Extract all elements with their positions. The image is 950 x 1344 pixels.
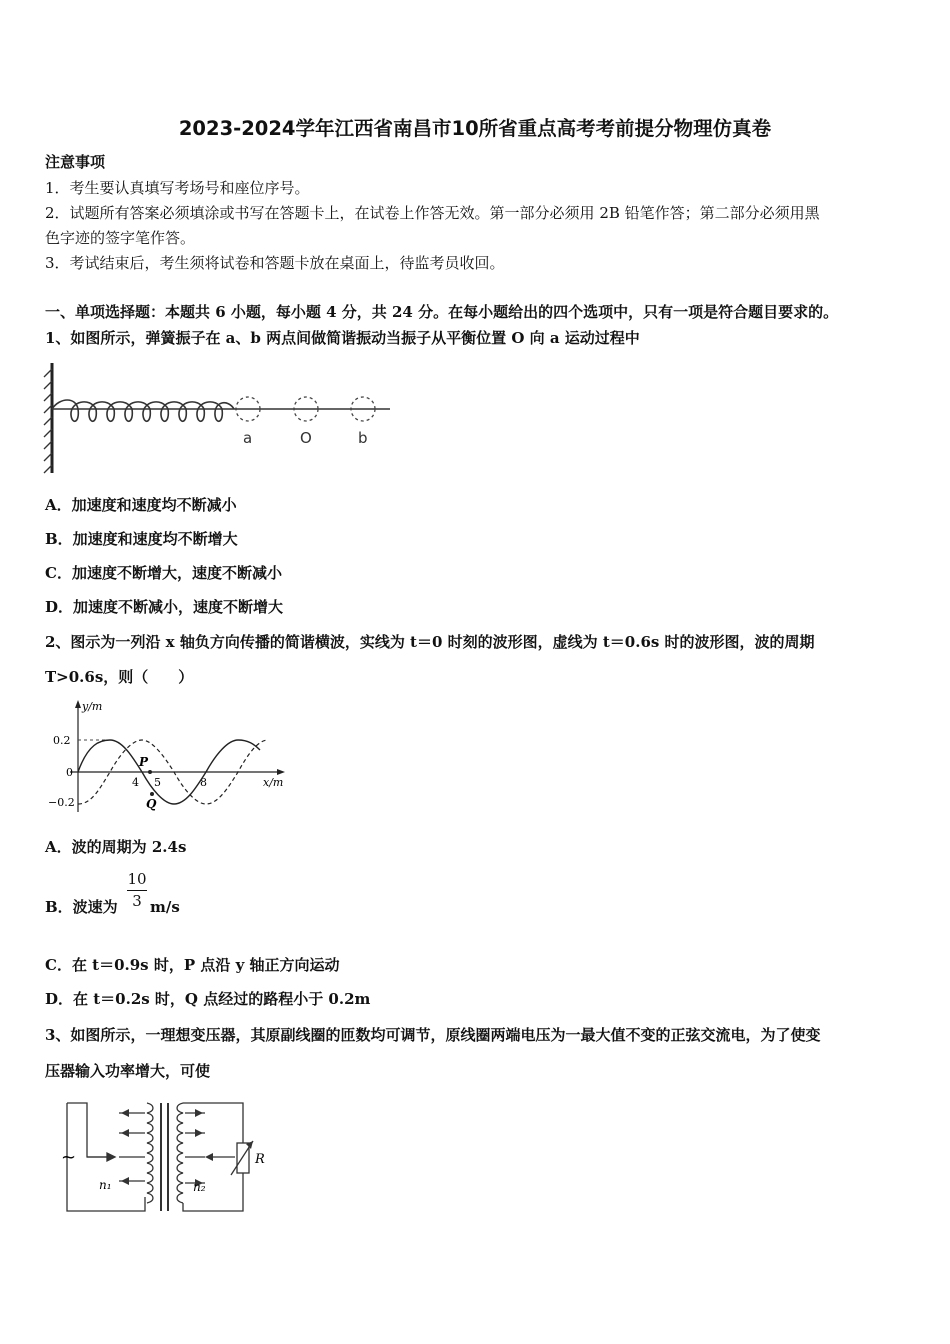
point-p (148, 770, 152, 774)
notice-heading: 注意事项 (45, 153, 106, 171)
q3-stem-line2: 压器输入功率增大，可使 (45, 1062, 211, 1080)
transformer-figure (55, 1095, 285, 1220)
wave-graph (40, 698, 300, 818)
notice-item: 2．试题所有答案必须填涂或书写在答题卡上，在试卷上作答无效。第一部分必须用 2B 铅笔作答；第二部分必须用黑 (45, 204, 820, 222)
label-o: O (300, 429, 312, 447)
q2-stem-line2: T>0.6s，则（ ） (45, 668, 194, 686)
q2-option-a: A．波的周期为 2.4s (45, 838, 187, 856)
q3-stem: 3、如图所示，一理想变压器，其原副线圈的匝数均可调节，原线圈两端电压为一最大值不变的正弦交流电，为了使变 (45, 1026, 821, 1044)
label-b: b (358, 429, 368, 447)
x-tick-8: 8 (200, 776, 207, 789)
fraction-bar (127, 890, 147, 891)
label-r: R (255, 1152, 265, 1167)
x-tick-5: 5 (154, 776, 161, 789)
q2-stem: 2、图示为一列沿 x 轴负方向传播的简谐横波，实线为 t＝0 时刻的波形图，虚线为 t＝0.6s 时的波形图，波的周期 (45, 633, 815, 651)
q1-option-d: D．加速度不断减小，速度不断增大 (45, 598, 284, 616)
fraction-numerator: 10 (127, 870, 147, 888)
q1-option-b: B．加速度和速度均不断增大 (45, 530, 238, 548)
section-heading: 一、单项选择题：本题共 6 小题，每小题 4 分，共 24 分。在每小题给出的四个选项中，只有一项是符合题目要求的。 (45, 303, 839, 321)
ac-source-symbol: ~ (61, 1147, 77, 1168)
point-q (150, 792, 154, 796)
x-axis-label: x/m (263, 776, 284, 789)
q2-option-d: D．在 t＝0.2s 时，Q 点经过的路程小于 0.2m (45, 990, 371, 1008)
y-axis-label: y/m (82, 700, 103, 713)
notice-item: 1．考生要认真填写考场号和座位序号。 (45, 179, 310, 197)
q1-option-c: C．加速度不断增大，速度不断减小 (45, 564, 282, 582)
y-tick-0.2: 0.2 (53, 734, 71, 747)
q1-option-a: A．加速度和速度均不断减小 (45, 496, 237, 514)
label-n1: n₁ (99, 1178, 112, 1192)
y-tick-0: 0 (66, 766, 73, 779)
q2-option-b-unit: m/s (150, 898, 180, 916)
notice-item: 色字迹的签字笔作答。 (45, 229, 196, 247)
x-tick-4: 4 (132, 776, 139, 789)
y-tick-neg-0.2: −0.2 (48, 796, 75, 809)
fraction-denominator: 3 (132, 892, 142, 910)
label-a: a (243, 429, 253, 447)
spring-oscillator-figure (38, 355, 398, 480)
q2-option-c: C．在 t＝0.9s 时，P 点沿 y 轴正方向运动 (45, 956, 340, 974)
fraction (127, 870, 147, 911)
page-title: 2023-2024学年江西省南昌市10所省重点高考考前提分物理仿真卷 (178, 117, 772, 140)
q2-option-b-prefix: B．波速为 (45, 898, 118, 916)
q1-stem: 1、如图所示，弹簧振子在 a、b 两点间做简谐振动当振子从平衡位置 O 向 a 运动过程中 (45, 329, 640, 347)
notice-item: 3．考试结束后，考生须将试卷和答题卡放在桌面上，待监考员收回。 (45, 254, 505, 272)
label-n2: n₂ (193, 1180, 206, 1194)
label-q: Q (146, 797, 157, 811)
label-p: P (139, 755, 149, 769)
